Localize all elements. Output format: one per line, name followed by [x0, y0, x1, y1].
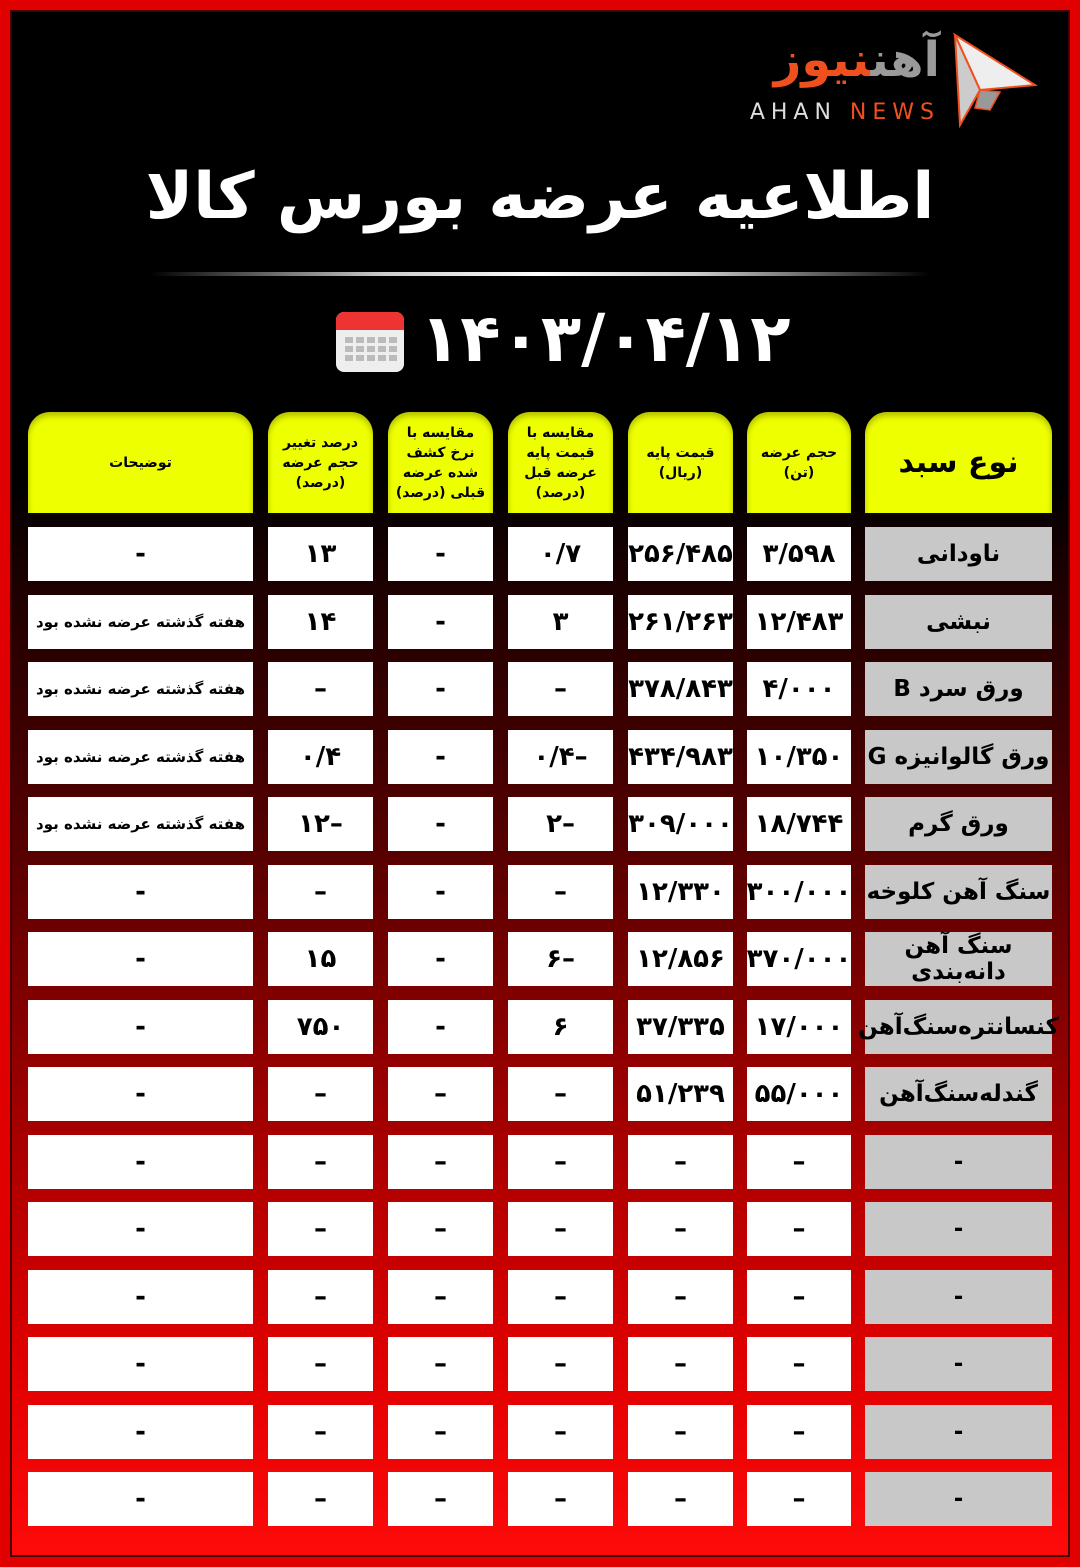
cell-offer-volume: ۴/۰۰۰: [747, 662, 851, 716]
cell-volume-change: –: [268, 1067, 373, 1121]
cell-vs-prev-discovered-price: -: [388, 865, 493, 919]
cell-vs-prev-discovered-price: –: [388, 1337, 493, 1391]
cell-offer-volume: ۱۷/۰۰۰: [747, 1000, 851, 1054]
cell-base-price: –: [628, 1202, 733, 1256]
cell-vs-prev-base-price: –: [508, 1337, 613, 1391]
cell-basket-type: سنگ آهن کلوخه: [865, 865, 1052, 919]
cell-vs-prev-base-price: –۶: [508, 932, 613, 986]
cell-volume-change: ۷۵۰: [268, 1000, 373, 1054]
cell-vs-prev-base-price: –: [508, 1202, 613, 1256]
column-header-volume-change: درصد تغییر حجم عرضه (درصد): [268, 412, 373, 513]
cell-volume-change: –: [268, 1405, 373, 1459]
cell-offer-volume: ۳۷۰/۰۰۰: [747, 932, 851, 986]
cell-notes: -: [28, 865, 253, 919]
cell-volume-change: –۱۲: [268, 797, 373, 851]
cell-volume-change: –: [268, 1337, 373, 1391]
cell-basket-type: سنگ آهن دانه‌بندی: [865, 932, 1052, 986]
cell-basket-type: ناودانی: [865, 527, 1052, 581]
cell-vs-prev-base-price: –: [508, 1405, 613, 1459]
cell-volume-change: –: [268, 662, 373, 716]
cell-offer-volume: –: [747, 1405, 851, 1459]
cell-vs-prev-base-price: –: [508, 662, 613, 716]
cell-basket-type: کنسانتره‌سنگ‌آهن: [865, 1000, 1052, 1054]
infographic-frame: [10, 10, 1070, 1557]
cell-vs-prev-discovered-price: –: [388, 1135, 493, 1189]
cell-notes: هفته گذشته عرضه نشده بود: [28, 662, 253, 716]
cell-notes: -: [28, 1067, 253, 1121]
cell-vs-prev-base-price: ۶: [508, 1000, 613, 1054]
cell-basket-type: -: [865, 1337, 1052, 1391]
cell-offer-volume: –: [747, 1202, 851, 1256]
cell-volume-change: ۱۵: [268, 932, 373, 986]
cell-notes: -: [28, 1202, 253, 1256]
page-title: اطلاعیه عرضه بورس کالا: [145, 160, 935, 234]
column-header-basket-type: نوع سبد: [865, 412, 1052, 513]
cell-vs-prev-discovered-price: -: [388, 595, 493, 649]
cell-vs-prev-base-price: –۰/۴: [508, 730, 613, 784]
cell-offer-volume: ۱۰/۳۵۰: [747, 730, 851, 784]
logo-persian: آهننیوز: [773, 32, 940, 88]
cell-volume-change: ۱۳: [268, 527, 373, 581]
cell-base-price: ۱۲/۸۵۶: [628, 932, 733, 986]
cell-volume-change: –: [268, 1135, 373, 1189]
cell-notes: هفته گذشته عرضه نشده بود: [28, 730, 253, 784]
cell-base-price: ۵۱/۲۳۹: [628, 1067, 733, 1121]
cell-volume-change: –: [268, 1202, 373, 1256]
cell-volume-change: –: [268, 1270, 373, 1324]
cell-vs-prev-base-price: –: [508, 1472, 613, 1526]
column-header-notes: توضیحات: [28, 412, 253, 513]
cell-vs-prev-discovered-price: –: [388, 1405, 493, 1459]
cell-vs-prev-base-price: ۳: [508, 595, 613, 649]
cell-base-price: –: [628, 1405, 733, 1459]
logo-english: AHAN NEWS: [749, 100, 940, 125]
cell-base-price: –: [628, 1135, 733, 1189]
cell-vs-prev-discovered-price: -: [388, 932, 493, 986]
calendar-icon: [336, 312, 404, 372]
cell-notes: -: [28, 1135, 253, 1189]
cell-vs-prev-discovered-price: -: [388, 797, 493, 851]
cell-notes: -: [28, 1472, 253, 1526]
cell-notes: -: [28, 932, 253, 986]
cell-vs-prev-discovered-price: –: [388, 1472, 493, 1526]
cell-basket-type: نبشی: [865, 595, 1052, 649]
cell-offer-volume: ۱۸/۷۴۴: [747, 797, 851, 851]
cell-offer-volume: ۵۵/۰۰۰: [747, 1067, 851, 1121]
column-header-offer-volume: حجم عرضه (تن): [747, 412, 851, 513]
cell-basket-type: ورق گرم: [865, 797, 1052, 851]
cell-notes: -: [28, 1270, 253, 1324]
cell-notes: -: [28, 527, 253, 581]
cell-offer-volume: ۳/۵۹۸: [747, 527, 851, 581]
cell-basket-type: -: [865, 1202, 1052, 1256]
cell-basket-type: گندله‌سنگ‌آهن: [865, 1067, 1052, 1121]
cell-base-price: ۴۳۴/۹۸۳: [628, 730, 733, 784]
cell-vs-prev-discovered-price: -: [388, 662, 493, 716]
cell-basket-type: ورق سرد B: [865, 662, 1052, 716]
cell-offer-volume: ۱۲/۴۸۳: [747, 595, 851, 649]
date: ۱۴۰۳/۰۴/۱۲: [420, 300, 791, 377]
cell-basket-type: ورق گالوانیزه G: [865, 730, 1052, 784]
cell-notes: -: [28, 1000, 253, 1054]
cell-notes: هفته گذشته عرضه نشده بود: [28, 595, 253, 649]
cell-volume-change: ۰/۴: [268, 730, 373, 784]
cell-basket-type: -: [865, 1472, 1052, 1526]
cell-base-price: –: [628, 1270, 733, 1324]
cell-base-price: ۲۵۶/۴۸۵: [628, 527, 733, 581]
ahan-news-logo: [740, 30, 1040, 130]
cell-base-price: ۲۶۱/۲۶۳: [628, 595, 733, 649]
cell-vs-prev-base-price: –۲: [508, 797, 613, 851]
cell-vs-prev-base-price: ۰/۷: [508, 527, 613, 581]
cell-base-price: –: [628, 1472, 733, 1526]
cell-basket-type: -: [865, 1405, 1052, 1459]
cell-notes: -: [28, 1337, 253, 1391]
cell-offer-volume: ۳۰۰/۰۰۰: [747, 865, 851, 919]
cell-vs-prev-discovered-price: -: [388, 527, 493, 581]
cell-vs-prev-base-price: –: [508, 1135, 613, 1189]
cell-vs-prev-discovered-price: -: [388, 1000, 493, 1054]
cell-offer-volume: –: [747, 1472, 851, 1526]
cell-vs-prev-discovered-price: –: [388, 1202, 493, 1256]
cell-basket-type: -: [865, 1135, 1052, 1189]
cell-vs-prev-discovered-price: –: [388, 1270, 493, 1324]
cell-base-price: ۳۰۹/۰۰۰: [628, 797, 733, 851]
column-header-base-price: قیمت پایه (ریال): [628, 412, 733, 513]
cell-vs-prev-discovered-price: -: [388, 730, 493, 784]
column-header-vs-prev-discovered-price: مقایسه با نرخ کشف شده عرضه قبلی (درصد): [388, 412, 493, 513]
cell-vs-prev-discovered-price: –: [388, 1067, 493, 1121]
cell-basket-type: -: [865, 1270, 1052, 1324]
cell-vs-prev-base-price: –: [508, 1067, 613, 1121]
cell-volume-change: –: [268, 865, 373, 919]
cell-base-price: –: [628, 1337, 733, 1391]
cell-volume-change: –: [268, 1472, 373, 1526]
cell-volume-change: ۱۴: [268, 595, 373, 649]
cell-notes: هفته گذشته عرضه نشده بود: [28, 797, 253, 851]
cell-offer-volume: –: [747, 1135, 851, 1189]
cell-vs-prev-base-price: –: [508, 865, 613, 919]
paper-plane-icon: [950, 30, 1040, 130]
cell-base-price: ۳۷/۳۳۵: [628, 1000, 733, 1054]
cell-notes: -: [28, 1405, 253, 1459]
divider: [150, 272, 930, 276]
cell-offer-volume: –: [747, 1270, 851, 1324]
cell-offer-volume: –: [747, 1337, 851, 1391]
cell-base-price: ۱۲/۳۳۰: [628, 865, 733, 919]
column-header-vs-prev-base-price: مقایسه با قیمت پایه عرضه قبل (درصد): [508, 412, 613, 513]
cell-base-price: ۳۷۸/۸۴۳: [628, 662, 733, 716]
cell-vs-prev-base-price: –: [508, 1270, 613, 1324]
